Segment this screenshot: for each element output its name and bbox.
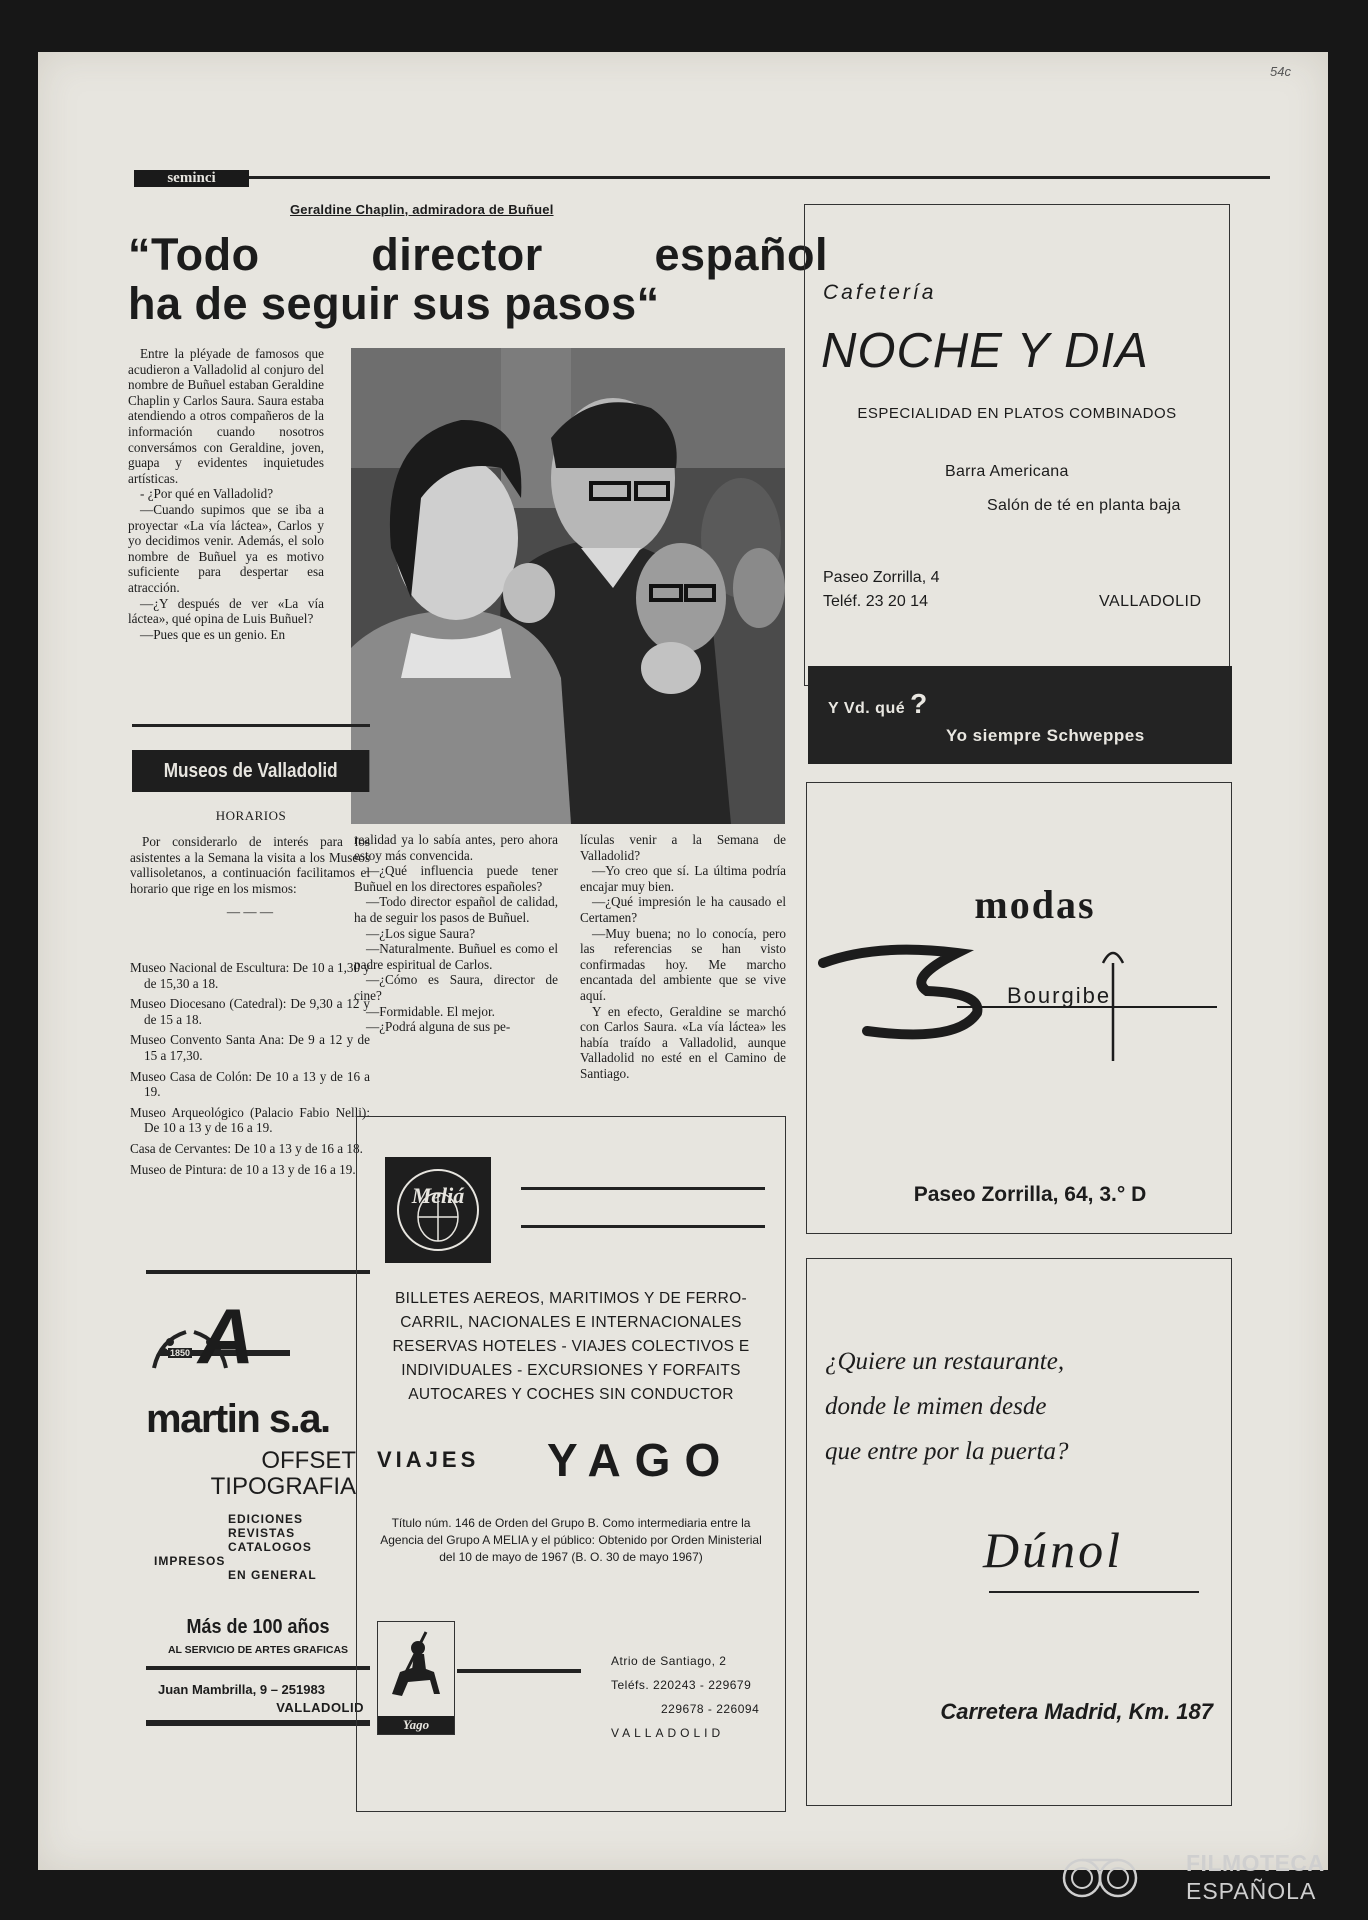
museo-item: Museo de Pintura: de 10 a 13 y de 16 a 19.: [130, 1161, 356, 1177]
yago-rule-1: [521, 1187, 765, 1190]
yago-name: YAGO: [547, 1434, 735, 1486]
martin-service: EN GENERAL: [228, 1568, 317, 1582]
yago-phones-1: Teléfs. 220243 - 229679: [611, 1678, 752, 1692]
museos-top-rule: [132, 724, 370, 727]
martin-logo-year: 1850: [170, 1348, 191, 1358]
article-paragraph: - ¿Por qué en Valladolid?: [140, 486, 274, 502]
yago-viajes: VIAJES: [377, 1447, 480, 1472]
museo-item: Museo Convento Santa Ana: De 9 a 12 y de 15 a 17,30.: [130, 1032, 370, 1063]
filmoteca-line-1: FILMOTECA: [1186, 1850, 1325, 1876]
museos-intro-block: [130, 834, 370, 924]
cafeteria-bar: Barra Americana: [945, 463, 1069, 480]
restaurante-question: [825, 1339, 1225, 1474]
yago-address: [611, 1649, 771, 1745]
article-paragraph: —Yo creo que sí. La última podría encajar muy bien.: [580, 863, 786, 894]
martin-address: Juan Mambrilla, 9 – 251983: [158, 1682, 325, 1697]
restaurante-line: donde le mimen desde: [825, 1393, 1047, 1420]
melia-logo-icon: [385, 1157, 491, 1263]
martin-logo-icon: [146, 1310, 370, 1380]
schweppes-ad: [808, 666, 1232, 764]
yago-service-line: AUTOCARES Y COCHES SIN CONDUCTOR: [408, 1386, 734, 1403]
headline-line-1: “Todo director español: [128, 229, 828, 280]
museo-item: Museo Diocesano (Catedral): De 9,30 a 12 y de 15 a 18.: [130, 996, 370, 1027]
article-column-1: [128, 346, 324, 642]
article-paragraph: —¿Podrá alguna de sus pe-: [366, 1019, 511, 1035]
yago-logo-caption: Yago: [378, 1716, 454, 1734]
yago-rule-2: [521, 1225, 765, 1228]
section-tag: seminci: [134, 170, 249, 187]
article-paragraph: —Todo director español de calidad, ha de seguir los pasos de Buñuel.: [354, 894, 558, 925]
yago-service-line: CARRIL, NACIONALES E INTERNACIONALES: [400, 1314, 742, 1331]
filmoteca-line-2: ESPAÑOLA: [1186, 1878, 1317, 1904]
yago-rule-3: [457, 1669, 581, 1673]
filmoteca-logo-icon: [1060, 1846, 1144, 1910]
restaurante-line: ¿Quiere un restaurante,: [825, 1348, 1065, 1375]
yago-service-line: RESERVAS HOTELES - VIAJES COLECTIVOS E: [392, 1338, 750, 1355]
museos-list: [130, 960, 370, 1182]
martin-city: VALLADOLID: [276, 1700, 364, 1715]
cafeteria-city: VALLADOLID: [1099, 593, 1202, 610]
cafeteria-salon: Salón de té en planta baja: [987, 497, 1181, 514]
article-paragraph: —Formidable. El mejor.: [366, 1003, 495, 1019]
martin-years: Más de 100 años: [186, 1616, 330, 1638]
martin-service: CATALOGOS: [228, 1540, 312, 1554]
martin-service: EDICIONES: [228, 1512, 304, 1526]
modas-brand: Bourgibe: [1007, 983, 1112, 1008]
yago-ad: [356, 1116, 786, 1812]
yago-service-line: BILLETES AEREOS, MARITIMOS Y DE FERRO-: [395, 1290, 747, 1307]
article-paragraph: —¿Qué influencia puede tener Buñuel en los directores españoles?: [354, 863, 558, 894]
yago-legal: Título núm. 146 de Orden del Grupo B. Como intermediaria entre la Agencia del Grupo A MELIA y el público: Obtenido por Orden Ministerial del 10 de mayo de 1967 (B. O. 30 de mayo 1967): [380, 1516, 762, 1564]
modas-address: Paseo Zorrilla, 64, 3.° D: [913, 1183, 1147, 1206]
museo-item: Museo Nacional de Escultura: De 10 a 1,30 y de 15,30 a 18.: [130, 960, 370, 991]
schweppes-question: [828, 688, 928, 720]
article-paragraph: —Muy buena; no lo conocía, pero las referencias se han visto confirmadas hoy. Me marcho encantada del ambiente que se vive aquí.: [580, 925, 786, 1003]
article-paragraph: —Cuando supimos que se iba a proyectar «La vía láctea», Carlos y yo decidimos venir. Además, el solo nombre de Buñuel ya es motivo suficiente para despertar esa atracción.: [128, 501, 324, 595]
martin-services: [146, 1512, 356, 1582]
signature-underline: [989, 1591, 1199, 1593]
photo-illustration: [351, 348, 785, 824]
restaurante-signature: Dúnol: [983, 1522, 1123, 1578]
restaurante-line: que entre por la puerta?: [825, 1438, 1069, 1465]
martin-service: IMPRESOS: [154, 1554, 226, 1568]
restaurante-address: Carretera Madrid, Km. 187: [940, 1699, 1213, 1724]
cafeteria-address: Paseo Zorrilla, 4: [823, 569, 940, 586]
museo-item: Museo Arqueológico (Palacio Fabio Nelli): De 10 a 13 y de 16 a 19.: [130, 1104, 370, 1136]
schweppes-question-text: Y Vd. qué: [828, 700, 906, 717]
martin-service-line: AL SERVICIO DE ARTES GRAFICAS: [167, 1644, 349, 1656]
museos-intro: Por considerarlo de interés para los asistentes a la Semana la visita a los Museos vallisoletanos, a continuación facilitamos el horario que rige en los mismos:: [130, 834, 370, 896]
martin-logo-letter: A: [198, 1292, 255, 1380]
museo-item: Casa de Cervantes: De 10 a 13 y de 16 a 18.: [130, 1140, 363, 1156]
article-paragraph: —¿Qué impresión le ha causado el Certamen?: [580, 894, 786, 925]
martin-service: REVISTAS: [228, 1526, 296, 1540]
museos-title: Museos de Valladolid: [132, 750, 369, 792]
headline-line-2: ha de seguir sus pasos“: [128, 278, 660, 329]
article-paragraph: realidad ya lo sabía antes, pero ahora estoy más convencida.: [354, 832, 558, 863]
filmoteca-watermark: [1060, 1846, 1360, 1910]
cafeteria-ad: [804, 204, 1230, 686]
cafeteria-phone: Teléf. 23 20 14: [823, 593, 928, 610]
article-column-2: [354, 832, 558, 1035]
martin-bottom-rule: [146, 1720, 370, 1726]
yago-phones-2: 229678 - 226094: [661, 1702, 760, 1716]
yago-city: VALLADOLID: [611, 1726, 725, 1740]
martin-ad: [146, 1292, 370, 1804]
schweppes-answer: Yo siempre Schweppes: [946, 726, 1145, 745]
modas-ad: [806, 782, 1232, 1234]
article-kicker: Geraldine Chaplin, admiradora de Buñuel: [290, 202, 554, 217]
cafeteria-label: Cafetería: [823, 281, 937, 304]
page-mark: 54c: [1270, 64, 1291, 79]
article-column-3: [580, 832, 786, 1082]
museo-item: Museo Casa de Colón: De 10 a 13 y de 16 a 19.: [130, 1068, 370, 1100]
martin-top-rule: [146, 1270, 370, 1274]
yago-services: [357, 1287, 785, 1407]
museos-divider: — — —: [226, 904, 274, 920]
martin-name: martin s.a.: [146, 1397, 330, 1441]
museos-subtitle: HORARIOS: [215, 808, 287, 823]
article-paragraph: lículas venir a la Semana de Valladolid?: [580, 832, 786, 863]
martin-offset: OFFSET: [261, 1447, 356, 1474]
top-rule: [134, 176, 1270, 179]
article-paragraph: —Pues que es un genio. En: [140, 626, 286, 642]
article-paragraph: Y en efecto, Geraldine se marchó con Carlos Saura. «La vía láctea» les había traído a Valladolid, aunque Valladolid no esté en el Camino de Santiago.: [580, 1003, 786, 1081]
yago-service-line: INDIVIDUALES - EXCURSIONES Y FORFAITS: [401, 1362, 741, 1379]
martin-mid-rule: [146, 1666, 370, 1670]
martin-tipografia: TIPOGRAFIA: [210, 1473, 356, 1500]
article-photo: [351, 348, 785, 824]
article-headline: [128, 230, 828, 328]
schweppes-qmark: ?: [910, 688, 928, 719]
article-paragraph: Entre la pléyade de famosos que acudieron a Valladolid al conjuro del nombre de Buñuel estaban Geraldine Chaplin y Carlos Saura. Saura estaba atendiendo a otros compañeros de la información cuando nosotros conversámos con Geraldine, joven, guapa y evidentes inquietudes artísticas.: [128, 346, 324, 486]
article-paragraph: —¿Los sigue Saura?: [366, 925, 476, 941]
modas-label: modas: [974, 882, 1096, 927]
yago-knight-logo-icon: [377, 1621, 455, 1735]
cafeteria-specialty: ESPECIALIDAD EN PLATOS COMBINADOS: [857, 405, 1177, 422]
article-paragraph: —¿Y después de ver «La vía láctea», qué opina de Luis Buñuel?: [128, 595, 324, 627]
newspaper-page: [38, 52, 1328, 1870]
cafeteria-name: NOCHE Y DIA: [821, 324, 1149, 378]
melia-logo-text: Meliá: [411, 1183, 465, 1208]
article-paragraph: —Naturalmente. Buñuel es como el padre espiritual de Carlos.: [354, 941, 558, 972]
yago-address-line: Atrio de Santiago, 2: [611, 1654, 727, 1668]
restaurante-ad: [806, 1258, 1232, 1806]
article-paragraph: —¿Cómo es Saura, director de cine?: [354, 972, 558, 1003]
